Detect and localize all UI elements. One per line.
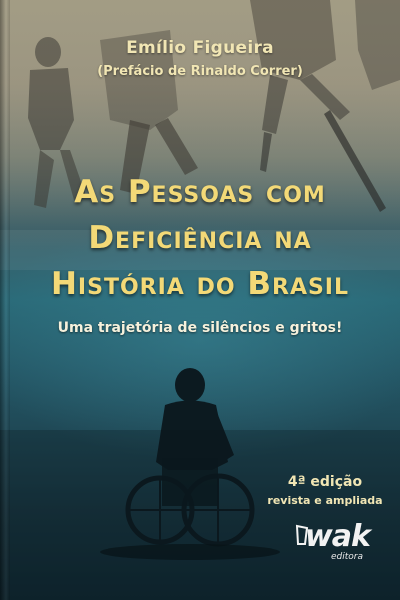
title-line-3: História do Brasil (50, 266, 350, 302)
publisher-subtitle: editora (331, 552, 364, 562)
edition-label: 4ª edição (287, 474, 363, 490)
book-subtitle: Uma trajetória de silêncios e gritos! (57, 320, 343, 336)
edition-note: revista e ampliada (267, 494, 383, 507)
title-line-1: As Pessoas com (74, 174, 326, 210)
publisher-logo (295, 519, 370, 574)
title-line-2: Deficiência na (88, 220, 312, 256)
author-name: Emílio Figueira (126, 38, 274, 58)
publisher-name: wak (305, 519, 370, 554)
preface-credit: (Prefácio de Rinaldo Correr) (97, 64, 303, 79)
